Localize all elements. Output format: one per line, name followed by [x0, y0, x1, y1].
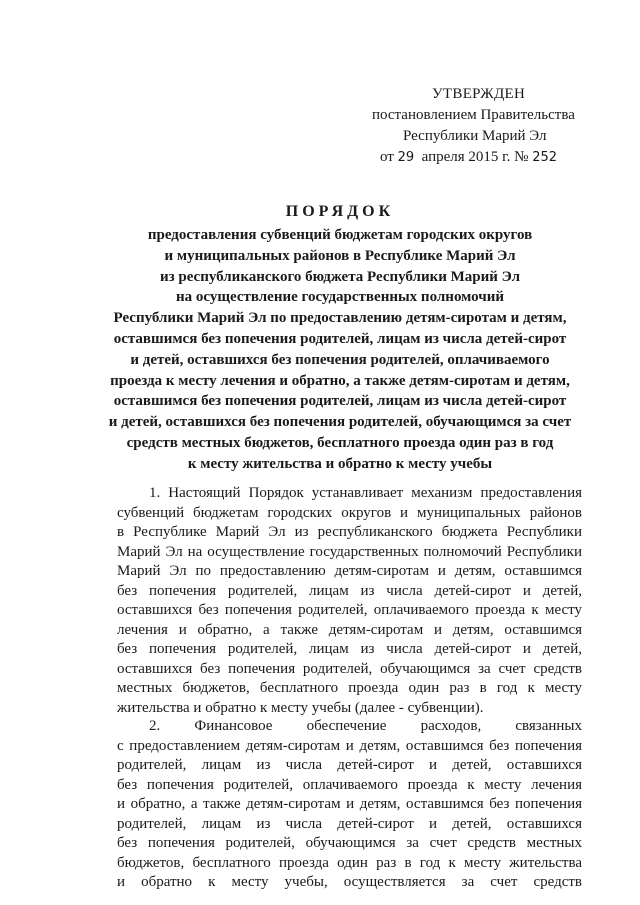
subtitle-line: проезда к месту лечения и обратно, а также детям-сиротам и детям, — [110, 372, 570, 389]
paragraph-line: 1. Настоящий Порядок устанавливает механизм предоставления — [149, 485, 582, 501]
paragraph-line: бюджетов, бесплатного проезда один раз в год к месту жительства — [117, 854, 582, 871]
paragraph-line: с предоставлением детям-сиротам и детям, оставшимся без попечения — [117, 737, 582, 754]
approved-label: УТВЕРЖДЕН — [432, 86, 526, 102]
subtitle-line: и детей, оставшихся без попечения родителей, обучающимся за счет — [108, 414, 572, 431]
paragraph-line: местных бюджетов, бесплатного проезда один раз в год к месту — [117, 680, 582, 696]
paragraph-line: 2. Финансовое обеспечение расходов, связанных — [149, 718, 582, 734]
paragraph-2 — [117, 717, 582, 893]
paragraph-line: лечения и обратно, а также детям-сиротам и детям, оставшимся — [117, 621, 582, 638]
paragraph-1 — [117, 484, 582, 718]
paragraph-line: без попечения родителей, оплачиваемого проезда к месту лечения — [117, 776, 582, 793]
subtitle-line: и муниципальных районов в Республике Марий Эл — [164, 247, 516, 264]
approved-by-line: постановлением Правительства — [372, 107, 575, 123]
approved-government-line: Республики Марий Эл — [403, 128, 547, 144]
paragraph-line: жительства и обратно к месту учебы (далее - субвенции). — [117, 699, 484, 716]
approval-stamp — [372, 84, 612, 168]
subtitle-line: средств местных бюджетов, бесплатного проезда один раз в год — [126, 434, 554, 451]
paragraph-line: без попечения родителей, лицам из числа детей-сирот и детей, — [117, 582, 582, 599]
paragraph-line: оставшихся без попечения родителей, оплачиваемого проезда к месту — [117, 602, 582, 618]
paragraph-line: в Республике Марий Эл из республиканского бюджета Республики — [117, 524, 582, 540]
paragraph-line: оставшихся без попечения родителей, обучающимся за счет средств — [117, 660, 582, 677]
paragraph-line: Марий Эл по предоставлению детям-сиротам и детям, оставшимся — [117, 563, 582, 579]
paragraph-line: без попечения родителей, обучающимся за счет средств местных — [117, 835, 582, 851]
paragraph-line: Марий Эл на осуществление государственных полномочий Республики — [117, 543, 582, 560]
paragraph-line: родителей, лицам из числа детей-сирот и детей, оставшихся — [117, 757, 582, 773]
subtitle-line: к месту жительства и обратно к месту учебы — [187, 455, 493, 472]
decree-number: 252 — [532, 150, 558, 165]
paragraph-line: и обратно к месту учебы, осуществляется за счет средств — [117, 874, 582, 890]
subtitle-line: и детей, оставшихся без попечения родителей, оплачиваемого — [130, 351, 550, 368]
date-middle: апреля 2015 г. № — [414, 149, 533, 165]
subtitle-line: Республики Марий Эл по предоставлению детям-сиротам и детям, — [113, 310, 567, 327]
paragraph-line: родителей, лицам из числа детей-сирот и детей, оставшихся — [117, 815, 582, 832]
subtitle-line: предоставления субвенций бюджетам городских округов — [147, 227, 533, 243]
document-title: ПОРЯДОК — [285, 203, 395, 220]
subtitle-line: оставшимся без попечения родителей, лицам из числа детей-сирот — [113, 393, 567, 410]
date-prefix: от — [380, 149, 398, 165]
paragraph-line: без попечения родителей, лицам из числа детей-сирот и детей, — [117, 641, 582, 657]
subtitle-line: из республиканского бюджета Республики Марий Эл — [159, 268, 521, 285]
subtitle-line: на осуществление государственных полномочий — [175, 289, 505, 306]
date-day: 29 — [397, 150, 415, 165]
paragraph-line: субвенций бюджетам городских округов и муниципальных районов — [117, 504, 582, 521]
approval-date-line — [372, 147, 612, 168]
document-subtitle — [100, 225, 580, 475]
paragraph-line: и обратно, а также детям-сиротам и детям, оставшимся без попечения — [117, 796, 582, 812]
subtitle-line: оставшимся без попечения родителей, лицам из числа детей-сирот — [113, 330, 567, 347]
